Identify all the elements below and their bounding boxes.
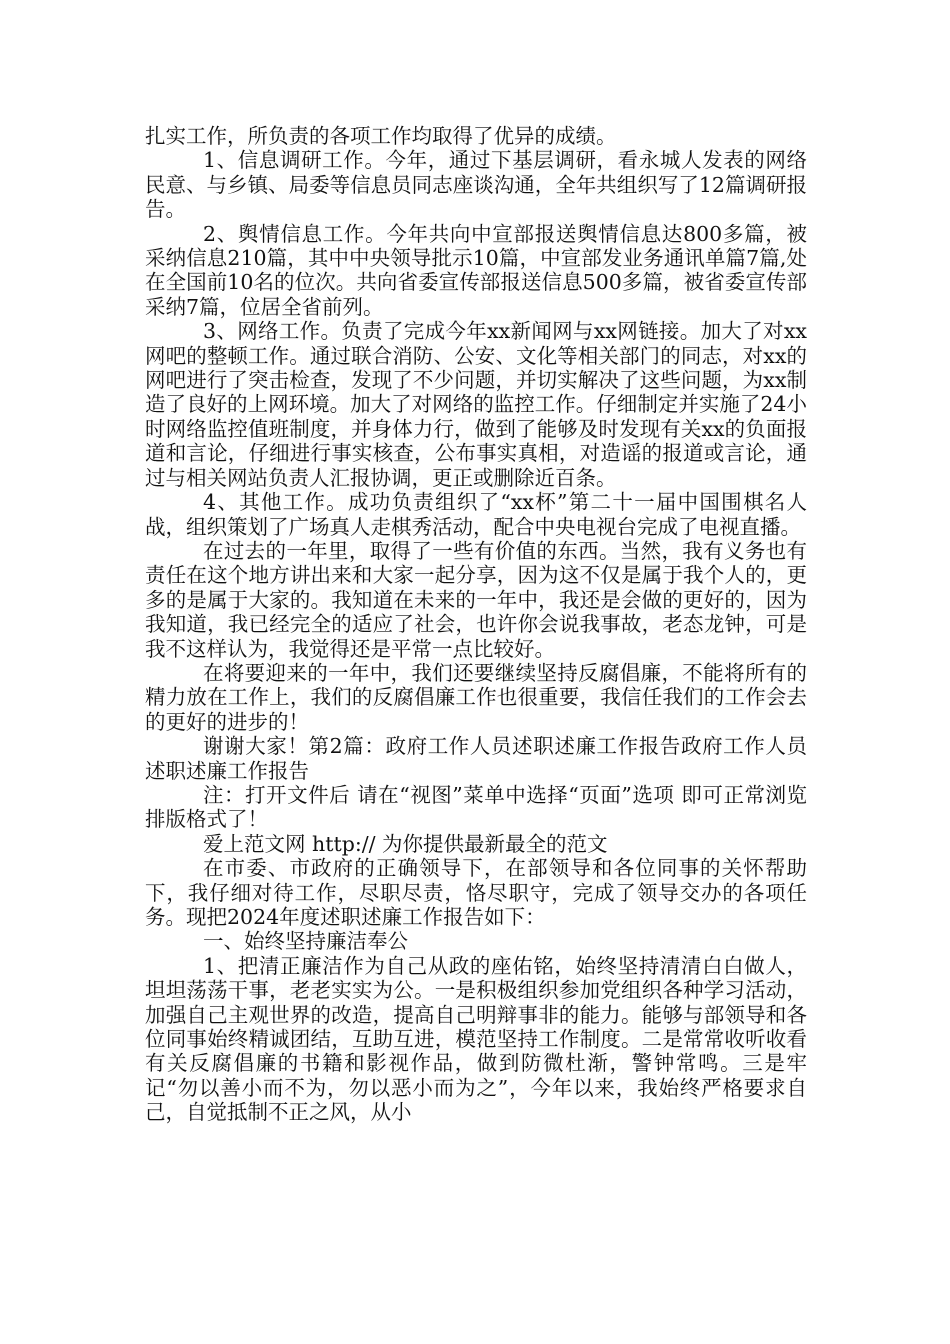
paragraph-9: 爱上范文网 http:// 为你提供最新最全的范文 (203, 831, 608, 856)
paragraph-7: 谢谢大家！第2篇：政府工作人员述职述廉工作报告政府工作人员述职述廉工作报告 (145, 734, 807, 783)
paragraph-0: 扎实工作，所负责的各项工作均取得了优异的成绩。 (145, 124, 617, 148)
paragraph-10: 在市委、市政府的正确领导下，在部领导和各位同事的关怀帮助下，我仔细对待工作，尽职尽责，恪尽职守，完成了领导交办的各项任务。现把2024年度述职述廉工作报告如下： (145, 856, 807, 929)
paragraph-2: 2、舆情信息工作。今年共向中宣部报送舆情信息达800多篇，被采纳信息210篇，其中中央领导批示10篇，中宣部发业务通讯单篇7篇,处在全国前10名的位次。共向省委宣传部报送信息500多篇，被省委宣传部采纳7篇，位居全省前列。 (145, 221, 807, 319)
paragraph-4: 4、其他工作。成功负责组织了“xx杯”第二十一届中国围棋名人战，组织策划了广场真人走棋秀活动，配合中央电视台完成了电视直播。 (145, 490, 807, 539)
paragraph-6: 在将要迎来的一年中，我们还要继续坚持反腐倡廉，不能将所有的精力放在工作上，我们的反腐倡廉工作也很重要，我信任我们的工作会去的更好的进步的！ (145, 660, 807, 734)
paragraph-11: 一、始终坚持廉洁奉公 (203, 929, 408, 954)
paragraph-8: 注：打开文件后 请在“视图”菜单中选择“页面”选项 即可正常浏览排版格式了！ (145, 782, 807, 832)
paragraph-5: 在过去的一年里，取得了一些有价值的东西。当然，我有义务也有责任在这个地方讲出来和大家一起分享，因为这不仅是属于我个人的，更多的是属于大家的。我知道在未来的一年中，我还是会做的更好的，因为我知道，我已经完全的适应了社会，也许你会说我事故，老态龙钟，可是我不这样认为，我觉得还是平常一点比较好。 (145, 538, 807, 661)
paragraph-3: 3、网络工作。负责了完成今年xx新闻网与xx网链接。加大了对xx网吧的整顿工作。通过联合消防、公安、文化等相关部门的同志，对xx的网吧进行了突击检查，发现了不少问题，并切实解决了这些问题，为xx制造了良好的上网环境。加大了对网络的监控工作。仔细制定并实施了24小时网络监控值班制度，并身体力行，做到了能够及时发现有关xx的负面报道和言论，仔细进行事实核查，公布事实真相，对造谣的报道或言论，通过与相关网站负责人汇报协调，更正或删除近百条。 (145, 319, 807, 490)
paragraph-12: 1、把清正廉洁作为自己从政的座佑铭，始终坚持清清白白做人，坦坦荡荡干事，老老实实为公。一是积极组织参加党组织各种学习活动，加强自己主观世界的改造，提高自己明辩事非的能力。能够与部领导和各位同事始终精诚团结，互助互进，模范坚持工作制度。二是常常收听收看有关反腐倡廉的书籍和影视作品，做到防微杜渐，警钟常鸣。三是牢记“勿以善小而不为，勿以恶小而为之”，今年以来，我始终严格要求自己，自觉抵制不正之风，从小 (145, 953, 807, 1125)
paragraph-1: 1、信息调研工作。今年，通过下基层调研，看永城人发表的网络民意、与乡镇、局委等信息员同志座谈沟通，全年共组织写了12篇调研报告。 (145, 148, 807, 222)
document-body (145, 124, 807, 1125)
